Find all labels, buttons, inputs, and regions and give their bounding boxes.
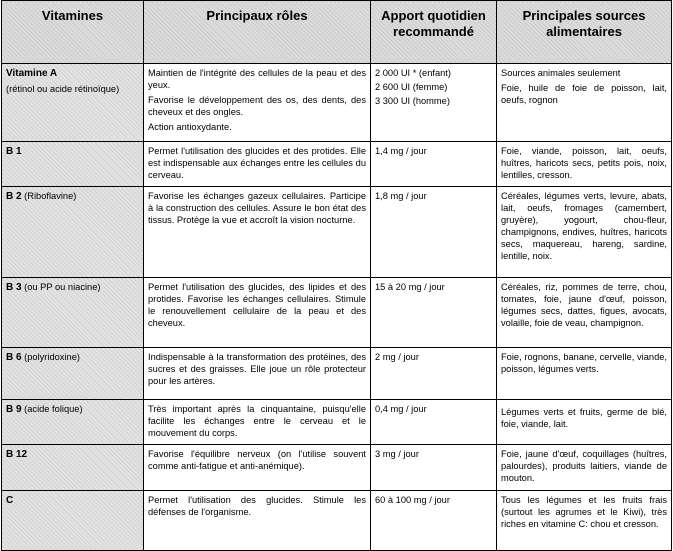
source-text: Sources animales seulement — [501, 68, 621, 78]
role-text: Permet l'utilisation des glucides. Stimule les défenses de l'organisme. — [148, 495, 366, 517]
apport-cell — [371, 491, 497, 551]
role-text: Favorise l'équilibre nerveux (on l'utilise souvent comme anti-fatigue et anti-anémique). — [148, 449, 366, 471]
apport-value: 2 000 UI * (enfant) — [375, 68, 451, 78]
role-text: Action antioxydante. — [148, 122, 232, 132]
vitamin-name: B 2 — [6, 191, 22, 202]
source-text: Foie, jaune d'œuf, coquillages (huîtres, palourdes), produits laitiers, viande de mouton. — [501, 449, 667, 483]
roles-cell — [144, 187, 371, 278]
apport-value: 60 à 100 mg / jour — [375, 495, 450, 505]
apport-value: 3 mg / jour — [375, 449, 419, 459]
role-text: Favorise le développement des os, des dents, des cheveux et des ongles. — [148, 95, 366, 117]
table-row — [2, 400, 672, 445]
apport-cell — [371, 348, 497, 400]
vitamin-cell — [2, 142, 144, 187]
role-text: Permet l'utilisation des glucides et des protides. Elle est indispensable aux échanges entre les cellules du cerveau. — [148, 146, 366, 180]
vitamin-table — [1, 0, 672, 551]
vitamin-cell — [2, 278, 144, 348]
header-apport: Apport quotidien recommandé — [371, 1, 497, 64]
vitamin-cell — [2, 348, 144, 400]
source-text: Légumes verts et fruits, germe de blé, foie, viande, lait. — [501, 407, 667, 429]
header-vitamines: Vitamines — [2, 1, 144, 64]
vitamin-name: B 3 — [6, 282, 22, 293]
header-roles: Principaux rôles — [144, 1, 371, 64]
vitamin-subname: (polyridoxine) — [24, 352, 80, 362]
role-text: Indispensable à la transformation des protéines, des sucres et des graisses. Elle joue un rôle protecteur pour les artères. — [148, 352, 366, 386]
vitamin-cell — [2, 187, 144, 278]
sources-cell — [497, 187, 672, 278]
vitamin-cell — [2, 64, 144, 142]
source-text: Céréales, légumes verts, levure, abats, lait, oeufs, fromages (camembert, gruyère), yogourt, chou-fleur, champignons, endives, huîtres, haricots secs, maquereau, hareng, sardine, lentille, noix. — [501, 191, 667, 261]
apport-cell — [371, 64, 497, 142]
source-text: Foie, huile de foie de poisson, lait, oeufs, rognon — [501, 83, 667, 105]
roles-cell — [144, 64, 371, 142]
role-text: Favorise les échanges gazeux cellulaires. Participe à la construction des cellules. Assure le bon état des tissus. Protège la vue et accroît la vision nocturne. — [148, 191, 366, 225]
vitamin-subname: (rétinol ou acide rétinoïque) — [6, 84, 120, 94]
vitamin-name: B 1 — [6, 146, 22, 157]
roles-cell — [144, 445, 371, 491]
apport-value: 2 mg / jour — [375, 352, 419, 362]
vitamin-subname: (Riboflavine) — [24, 191, 77, 201]
vitamin-cell — [2, 491, 144, 551]
apport-value: 0,4 mg / jour — [375, 404, 427, 414]
apport-value: 3 300 UI (homme) — [375, 96, 450, 106]
roles-cell — [144, 491, 371, 551]
table-row — [2, 348, 672, 400]
roles-cell — [144, 348, 371, 400]
sources-cell — [497, 445, 672, 491]
source-text: Foie, viande, poisson, lait, oeufs, huîtres, haricots secs, petits pois, noix, lentilles, cresson. — [501, 146, 667, 180]
table-row — [2, 445, 672, 491]
vitamin-cell — [2, 445, 144, 491]
vitamin-name: Vitamine A — [6, 68, 58, 79]
table-row — [2, 278, 672, 348]
apport-cell — [371, 445, 497, 491]
role-text: Très important après la cinquantaine, puisqu'elle facilite les échanges entre le cerveau et le mouvement du corps. — [148, 404, 366, 438]
sources-cell — [497, 142, 672, 187]
vitamin-subname: (ou PP ou niacine) — [24, 282, 101, 292]
source-text: Foie, rognons, banane, cervelle, viande, poisson, légumes verts. — [501, 352, 667, 374]
apport-value: 1,4 mg / jour — [375, 146, 427, 156]
header-sources: Principales sources alimentaires — [497, 1, 672, 64]
vitamin-name: C — [6, 495, 14, 506]
roles-cell — [144, 142, 371, 187]
table-row — [2, 64, 672, 142]
apport-value: 1,8 mg / jour — [375, 191, 427, 201]
sources-cell — [497, 64, 672, 142]
source-text: Tous les légumes et les fruits frais (surtout les agrumes et le Kiwi), très riches en vitamine C: chou et cresson. — [501, 495, 667, 529]
table-row — [2, 491, 672, 551]
vitamin-subname: (acide folique) — [24, 404, 83, 414]
apport-cell — [371, 400, 497, 445]
apport-cell — [371, 187, 497, 278]
apport-cell — [371, 142, 497, 187]
apport-value: 2 600 UI (femme) — [375, 82, 448, 92]
vitamin-name: B 12 — [6, 449, 28, 460]
table-row — [2, 142, 672, 187]
vitamin-cell — [2, 400, 144, 445]
roles-cell — [144, 400, 371, 445]
role-text: Permet l'utilisation des glucides, des lipides et des protides. Favorise les échanges cellulaires. Stimule le renouvellement cellulaire de la peau et des cheveux. — [148, 282, 366, 328]
role-text: Maintien de l'intégrité des cellules de la peau et des yeux. — [148, 68, 366, 90]
apport-value: 15 à 20 mg / jour — [375, 282, 445, 292]
vitamin-name: B 9 — [6, 404, 22, 415]
header-row — [2, 1, 672, 64]
vitamin-name: B 6 — [6, 352, 22, 363]
sources-cell — [497, 348, 672, 400]
sources-cell — [497, 278, 672, 348]
sources-cell — [497, 400, 672, 445]
sources-cell — [497, 491, 672, 551]
apport-cell — [371, 278, 497, 348]
source-text: Céréales, riz, pommes de terre, chou, tomates, foie, jaune d'œuf, poisson, légumes secs, dattes, figues, avocats, volaille, foie de veau, champignon. — [501, 282, 667, 328]
table-row — [2, 187, 672, 278]
roles-cell — [144, 278, 371, 348]
